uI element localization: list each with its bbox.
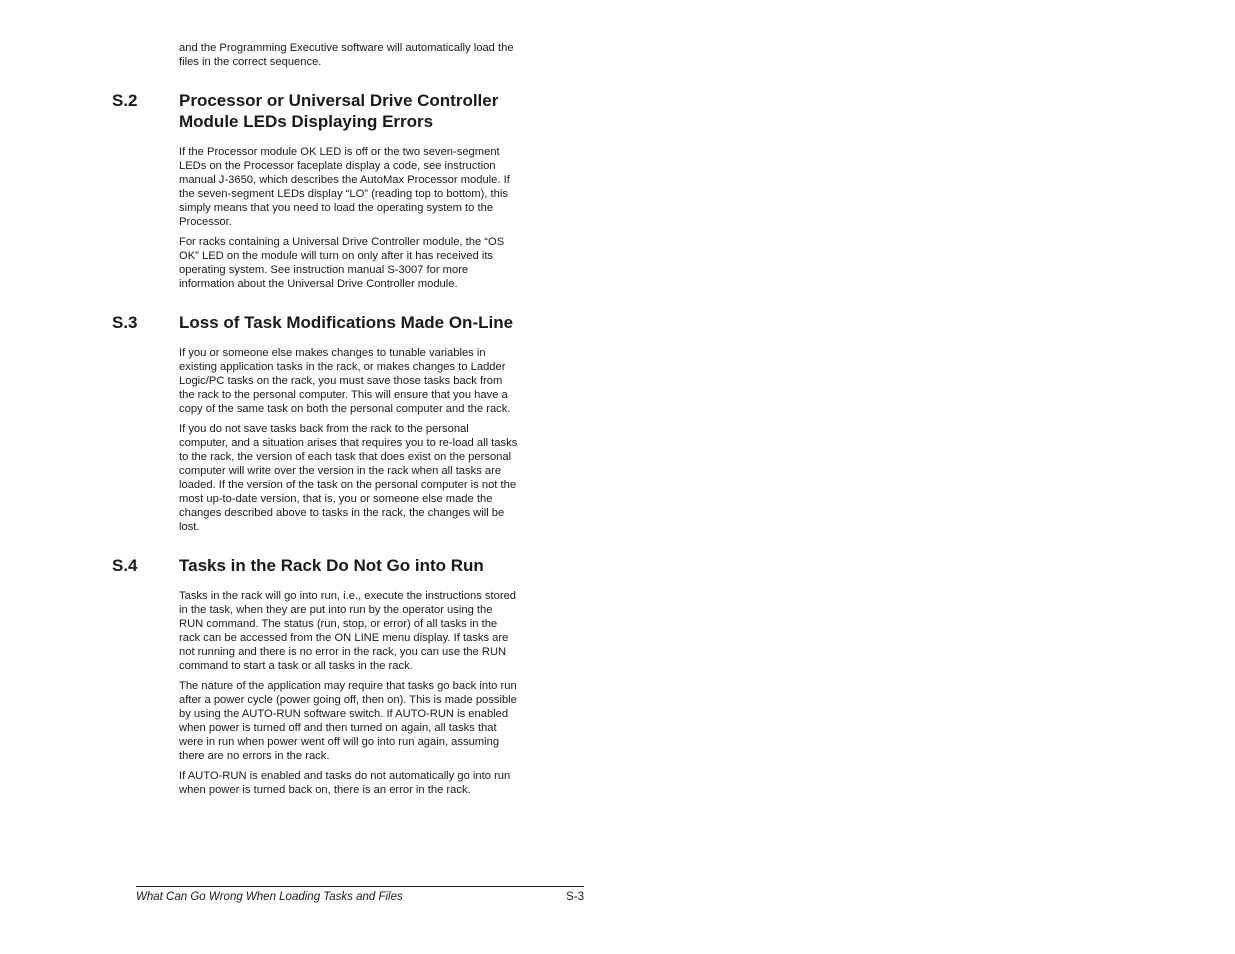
- footer-chapter-title: What Can Go Wrong When Loading Tasks and Files: [136, 891, 403, 903]
- section-title: Loss of Task Modifications Made On-Line: [179, 313, 514, 332]
- section-paragraph: If AUTO-RUN is enabled and tasks do not automatically go into run when power is turned back on, there is an error in the rack.: [179, 770, 511, 796]
- footer-page-number: S-3: [566, 891, 584, 903]
- section-title: Tasks in the Rack Do Not Go into Run: [179, 556, 484, 575]
- intro-paragraph: and the Programming Executive software will automatically load the files in the correct sequence.: [179, 42, 514, 68]
- footer-divider: [136, 886, 584, 887]
- section-paragraph: The nature of the application may require that tasks go back into run after a power cycle (power going off, then on). This is made possible by using the AUTO-RUN software switch. If AUTO-RUN is enabled when power is turned off and then turned on again, all tasks that were in run when power went off will go into run again, assuming there are no errors in the rack.: [179, 680, 517, 762]
- section-title: Processor or Universal Drive Controller Module LEDs Displaying Errors: [179, 91, 499, 131]
- section-paragraph: If you or someone else makes changes to tunable variables in existing application tasks in the rack, or makes changes to Ladder Logic/PC tasks on the rack, you must save those tasks back from the rack to the personal computer. This will ensure that you have a copy of the same task on both the personal computer and the rack.: [179, 347, 511, 415]
- section-paragraph: If the Processor module OK LED is off or the two seven-segment LEDs on the Processor faceplate display a code, see instruction manual J-3650, which describes the AutoMax Processor module. If the seven-segment LEDs display “LO” (reading top to bottom), this simply means that you need to load the operating system to the Processor.: [179, 146, 510, 228]
- section-number: S.2: [112, 91, 138, 110]
- section-paragraph: For racks containing a Universal Drive Controller module, the “OS OK” LED on the module will turn on only after it has received its operating system. See instruction manual S-3007 for more information about the Universal Drive Controller module.: [179, 236, 505, 290]
- section-number: S.3: [112, 313, 138, 332]
- section-paragraph: If you do not save tasks back from the rack to the personal computer, and a situation arises that requires you to re-load all tasks to the rack, the version of each task that does exist on the personal computer will write over the version in the rack when all tasks are loaded. If the version of the task on the personal computer is not the most up-to-date version, that is, you or someone else made the changes described above to tasks in the rack, the changes will be lost.: [179, 423, 518, 533]
- section-number: S.4: [112, 556, 138, 575]
- section-paragraph: Tasks in the rack will go into run, i.e., execute the instructions stored in the task, when they are put into run by the operator using the RUN command. The status (run, stop, or error) of all tasks in the rack can be accessed from the ON LINE menu display. If tasks are not running and there is no error in the rack, you can use the RUN command to start a task or all tasks in the rack.: [179, 590, 517, 672]
